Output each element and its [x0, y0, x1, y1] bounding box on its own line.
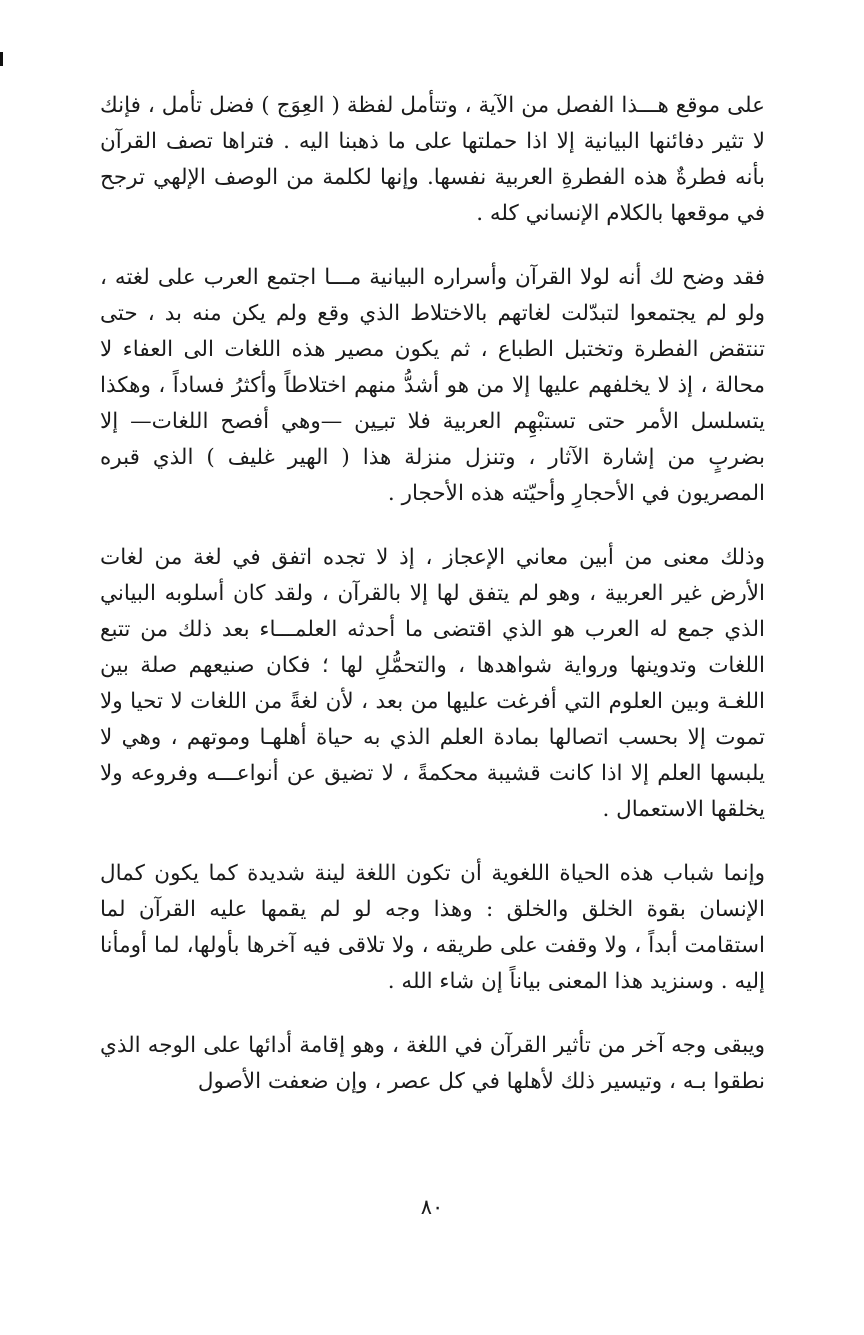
paragraph-2: فقد وضح لك أنه لولا القرآن وأسراره البيانية مـــا اجتمع العرب على لغته ، ولو لم يجتمعوا لتبدّلت لغاتهم بالاختلاط الذي وقع ولم يكن منه بد ، حتى تنتقض الفطرة وتختبل الطباع ، ثم يكون مصير هذه اللغات الى العفاء لا محالة ، إذ لا يخلفهم عليها إلا من هو أشدُّ منهم اختلاطاً وأكثرُ فساداً ، وهكذا يتسلسل الأمر حتى تستبْهِم العربية فلا تبـِين —وهي أفصح اللغات— إلا بضربٍ من إشارة الآثار ، وتنزل منزلة هذا ( الهير غليف ) الذي قبره المصريون في الأحجارِ وأحيّته هذه الأحجار . — [100, 265, 765, 506]
paragraph-4: وإنما شباب هذه الحياة اللغوية أن تكون اللغة لينة شديدة كما يكون كمال الإنسان بقوة الخلق والخلق : وهذا وجه لو لم يقمها عليه القرآن لما استقامت أبداً ، ولا وقفت على طريقه ، ولا تلاقى فيه آخرها بأولها، لما أومأنا إليه . وسنزيد هذا المعنى بياناً إن شاء الله . — [100, 861, 765, 994]
paragraph-3: وذلك معنى من أبين معاني الإعجاز ، إذ لا تجده اتفق في لغة من لغات الأرض غير العربية ، وهو لم يتفق لها إلا بالقرآن ، ولقد كان أسلوبه البياني الذي جمع له العرب هو الذي اقتضى ما أحدثه العلمـــاء بعد ذلك من تتبع اللغات وتدوينها ورواية شواهدها ، والتحمُّلِ لها ؛ فكان صنيعهم صلة بين اللغـة وبين العلوم التي أفرغت عليها من بعد ، لأن لغةً من اللغات لا تحيا ولا تموت إلا بحسب اتصالها بمادة العلم الذي به حياة أهلهـا وموتهم ، وهي لا يلبسها العلم إلا اذا كانت قشيبة محكمةً ، لا تضيق عن أنواعـــه وفروعه ولا يخلقها الاستعمال . — [100, 545, 765, 822]
scan-edge-mark — [0, 52, 3, 66]
body-text — [100, 88, 765, 1128]
page-number: ٨٠ — [420, 1195, 444, 1219]
paragraph-5: ويبقى وجه آخر من تأثير القرآن في اللغة ، وهو إقامة أدائها على الوجه الذي نطقوا بـه ، وتيسير ذلك لأهلها في كل عصر ، وإن ضعفت الأصول — [100, 1033, 765, 1094]
paragraph-1: على موقع هـــذا الفصل من الآية ، وتتأمل لفظة ( العِوَج ) فضل تأمل ، فإنك لا تثير دفائنها البيانية إلا اذا حملتها على ما ذهبنا اليه . فتراها تصف القرآن بأنه فطرةٌ هذه الفطرةِ العربية نفسها. وإنها لكلمة من الوصف الإلهي ترجح في موقعها بالكلام الإنساني كله . — [100, 93, 765, 226]
